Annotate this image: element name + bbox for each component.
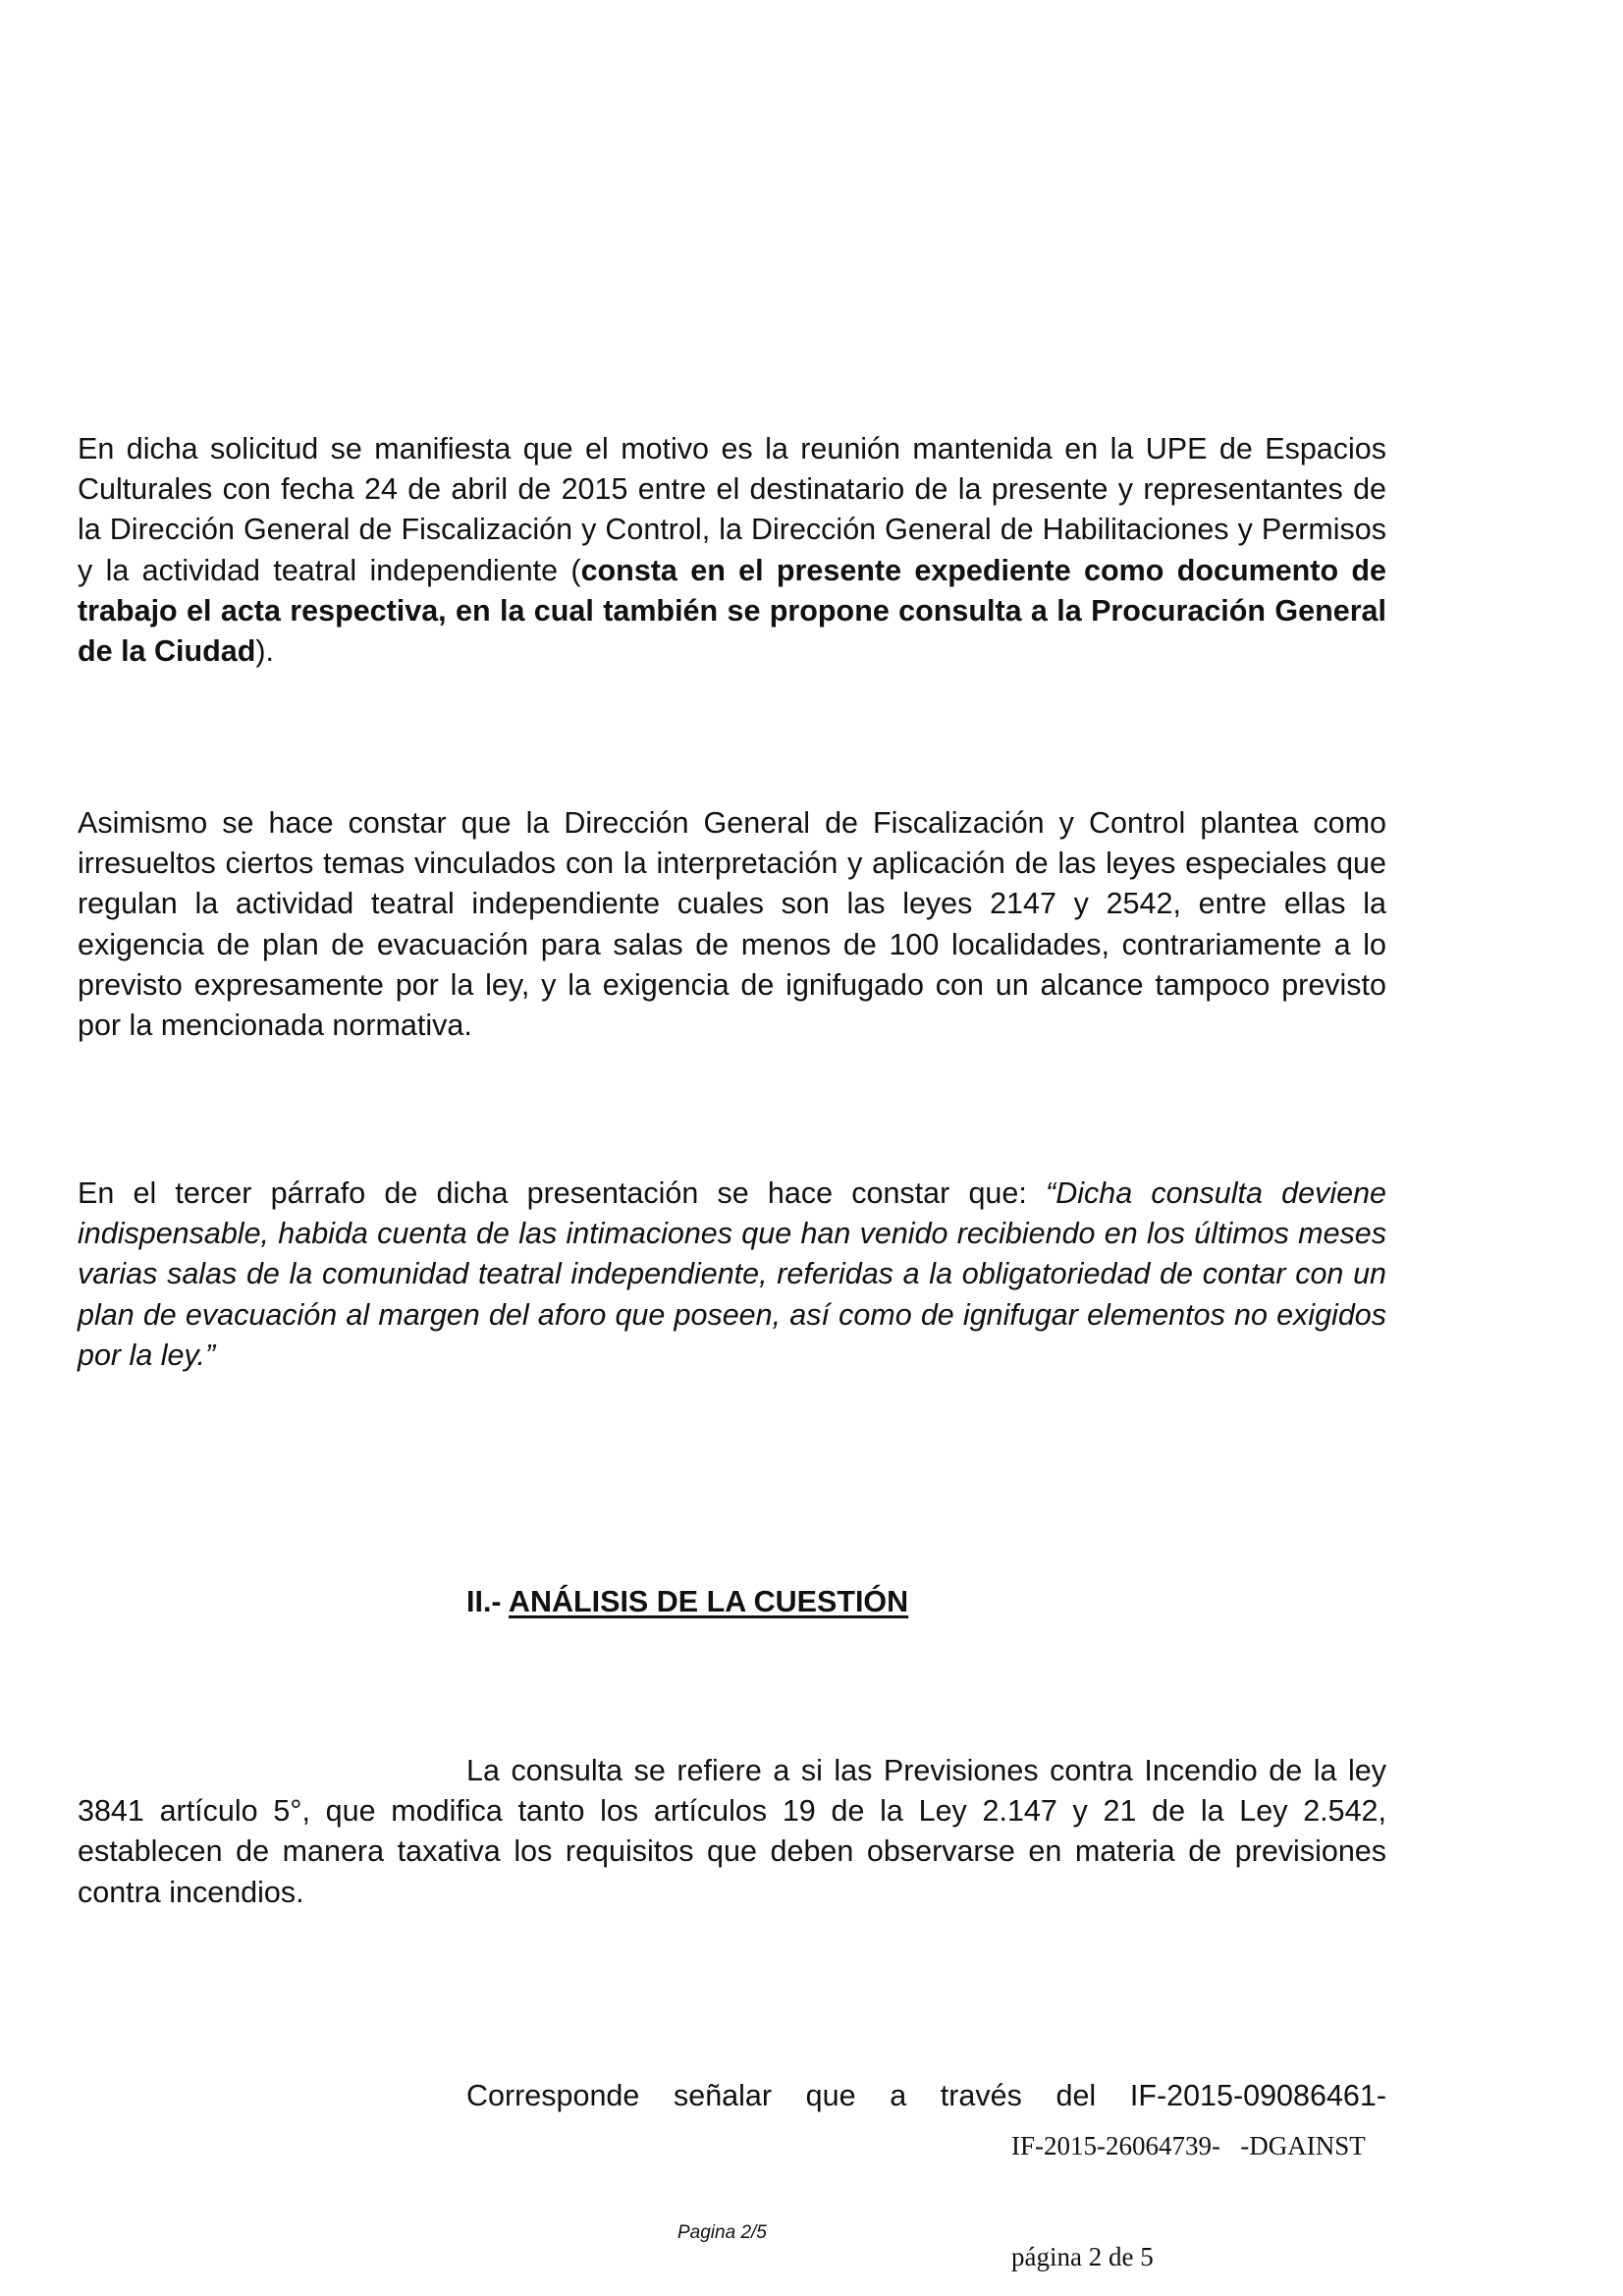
paragraph-solicitud	[78, 429, 1386, 672]
document-id: IF-2015-26064739- -DGAINST	[1011, 2131, 1366, 2160]
quoted-text: “Dicha consulta deviene indispensable, habida cuenta de las intimaciones que han venido recibiendo en los últimos meses varias salas de la comunidad teatral independiente, referidas a la obligatoriedad de contar con un plan de evacuación al margen del aforo que poseen, así como de ignifugar elementos no exigidos por la ley.”	[78, 1176, 1386, 1372]
paragraph-tercer-parrafo-text: En el tercer párrafo de dicha presentación se hace constar que:	[78, 1176, 1047, 1210]
section-heading	[466, 1582, 908, 1622]
paragraph-solicitud-text: En dicha solicitud se manifiesta que el motivo es la reunión mantenida en la UPE de Espacios Culturales con fecha 24 de abril de 2015 entre el destinatario de la presente y representantes de la Dirección General de Fiscalización y Control, la Dirección General de Habilitaciones y Permisos y la actividad teatral independiente (	[78, 432, 1386, 587]
paragraph-solicitud-bold-text: consta en el presente expediente como documento de trabajo el acta respectiva, en la cual también se propone consulta a la Procuración General de la Ciudad	[78, 553, 1386, 669]
paragraph-solicitud-tail: ).	[255, 634, 274, 669]
paragraph-tercer-parrafo	[78, 1174, 1386, 1376]
paragraph-consulta: La consulta se refiere a si las Previsiones contra Incendio de la ley 3841 artículo 5°, que modifica tanto los artículos 19 de la Ley 2.147 y 21 de la Ley 2.542, establecen de manera taxativa los requisitos que deben observarse en materia de previsiones contra incendios.	[78, 1754, 1386, 1909]
paragraph-asimismo: Asimismo se hace constar que la Dirección General de Fiscalización y Control plantea como irresueltos ciertos temas vinculados con la interpretación y aplicación de las leyes especiales que regulan la actividad teatral independiente cuales son las leyes 2147 y 2542, entre ellas la exigencia de plan de evacuación para salas de menos de 100 localidades, contrariamente a lo previsto expresamente por la ley, y la exigencia de ignifugado con un alcance tampoco previsto por la mencionada normativa.	[78, 806, 1386, 1043]
page-number: página 2 de 5	[1011, 2242, 1154, 2271]
section-title: ANÁLISIS DE LA CUESTIÓN	[508, 1585, 909, 1618]
section-number: II.-	[466, 1585, 509, 1618]
page-number-small: Pagina 2/5	[677, 2222, 767, 2243]
paragraph-corresponde: Corresponde señalar que a través del IF-2015-09086461-	[466, 2079, 1386, 2112]
